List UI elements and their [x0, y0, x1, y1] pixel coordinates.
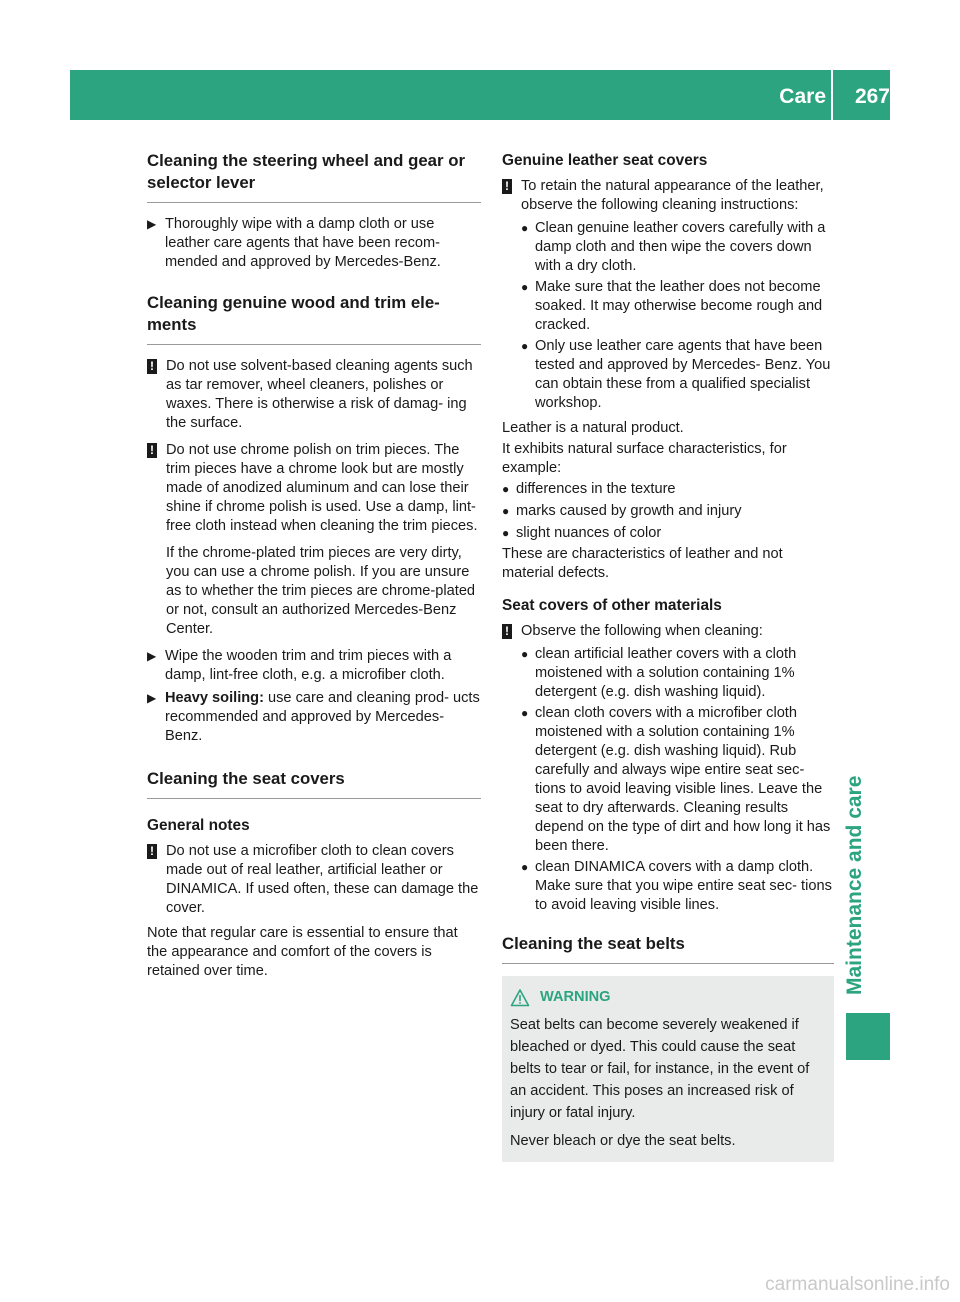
caution-icon: !	[147, 359, 157, 374]
step-arrow-icon: ▶	[147, 649, 157, 663]
warning-title-text: WARNING	[540, 989, 611, 1005]
bullet-icon: ●	[502, 526, 510, 540]
step-text-rest: use care and cleaning prod- ucts recommended and approved by Mercedes-Benz.	[165, 690, 480, 744]
right-column	[502, 150, 834, 1162]
list-item-text: Only use leather care agents that have been tested and approved by Mercedes- Benz. You can obtain these from a qualified specialist workshop.	[535, 338, 831, 411]
subheading-other-materials: Seat covers of other materials	[502, 597, 722, 614]
note-text: Do not use a microfiber cloth to clean covers made out of real leather, artificial leather or DINAMICA. If used often, these can damage the cover.	[166, 843, 479, 916]
caution-note	[502, 622, 834, 641]
section-title: Care	[779, 85, 826, 108]
bullet-icon: ●	[502, 482, 510, 496]
warning-triangle-icon	[510, 988, 530, 1008]
chapter-tab	[836, 745, 876, 995]
list-item	[502, 704, 834, 856]
body-text: Note that regular care is essential to ensure that the appearance and comfort of the covers is retained over time.	[147, 925, 458, 979]
step-item	[147, 647, 481, 685]
list-item-text: Make sure that the leather does not become soaked. It may otherwise become rough and cracked.	[535, 279, 823, 333]
step-text: Wipe the wooden trim and trim pieces with a damp, lint-free cloth, e.g. a microfiber cloth.	[165, 648, 452, 683]
heading-seat-covers: Cleaning the seat covers	[147, 768, 481, 799]
warning-title	[510, 988, 826, 1010]
step-item	[147, 215, 481, 272]
bullet-icon: ●	[521, 647, 529, 661]
body-text: Leather is a natural product.	[502, 420, 684, 436]
list-item	[502, 278, 834, 335]
chapter-tab-block	[846, 1013, 890, 1060]
bullet-icon: ●	[521, 706, 529, 720]
list-item	[502, 219, 834, 276]
warning-text: Never bleach or dye the seat belts.	[510, 1133, 736, 1149]
list-item-text: clean cloth covers with a microfiber cloth moistened with a solution containing 1% detergent (e.g. dish washing liquid). Rub carefully and always wipe entire seat sec- tions to avoid leaving visible lines. Leave the seat to dry afterwards. Cleaning results depend on the type of dirt and how long it has been there.	[535, 705, 831, 854]
chapter-tab-label: Maintenance and care	[843, 775, 866, 995]
caution-note	[147, 842, 481, 918]
note-text: If the chrome-plated trim pieces are very dirty, you can use a chrome polish. If you are unsure as to whether the trim pieces are chrome-plated or not, consult an authorized Mercedes-Benz Center.	[166, 545, 476, 637]
heading-seat-belts: Cleaning the seat belts	[502, 933, 834, 964]
caution-note	[147, 441, 481, 639]
list-item-text: clean DINAMICA covers with a damp cloth. Make sure that you wipe entire seat sec- tions to avoid leaving visible lines.	[535, 859, 832, 913]
step-text	[165, 689, 481, 746]
list-item-text: clean artificial leather covers with a cloth moistened with a solution containing 1% detergent (e.g. dish washing liquid).	[535, 646, 797, 700]
bullet-icon: ●	[502, 504, 510, 518]
list-item-text: slight nuances of color	[516, 525, 662, 541]
step-bold-lead: Heavy soiling:	[165, 690, 264, 706]
list-item	[502, 502, 834, 521]
subheading-general-notes: General notes	[147, 817, 250, 834]
note-text: Observe the following when cleaning:	[521, 623, 763, 639]
page-number: 267	[854, 85, 890, 108]
list-item-text: marks caused by growth and injury	[516, 503, 742, 519]
list-item-text: Clean genuine leather covers carefully with a damp cloth and then wipe the covers down with a dry cloth.	[535, 220, 826, 274]
body-text: It exhibits natural surface characteristics, for example:	[502, 441, 787, 476]
note-text: To retain the natural appearance of the leather, observe the following cleaning instructions:	[521, 178, 824, 213]
note-text: Do not use chrome polish on trim pieces. The trim pieces have a chrome look but are mostly made of anodized aluminum and can lose their shine if chrome polish is used. Use a damp, lint-free cloth instead when cleaning the trim pieces.	[166, 442, 478, 534]
bullet-icon: ●	[521, 221, 529, 235]
caution-icon: !	[147, 844, 157, 859]
note-text: Do not use solvent-based cleaning agents such as tar remover, wheel cleaners, polishes or waxes. There is otherwise a risk of damag- ing the surface.	[166, 358, 473, 431]
caution-note	[147, 357, 481, 433]
bullet-icon: ●	[521, 280, 529, 294]
caution-note	[502, 177, 834, 215]
warning-text: Seat belts can become severely weakened if bleached or dyed. This could cause the seat belts to tear or fail, for instance, in the event of an accident. This poses an increased risk of injury or fatal injury.	[510, 1017, 810, 1121]
list-item	[502, 337, 834, 413]
step-arrow-icon: ▶	[147, 217, 157, 231]
subheading-leather: Genuine leather seat covers	[502, 152, 708, 169]
warning-box	[502, 976, 834, 1162]
body-text: These are characteristics of leather and not material defects.	[502, 546, 783, 581]
list-item	[502, 524, 834, 543]
step-arrow-icon: ▶	[147, 691, 157, 705]
heading-steering-wheel: Cleaning the steering wheel and gear or selector lever	[147, 150, 481, 203]
caution-icon: !	[502, 179, 512, 194]
list-item	[502, 480, 834, 499]
heading-wood-trim: Cleaning genuine wood and trim ele- ments	[147, 292, 481, 345]
list-item	[502, 645, 834, 702]
bullet-icon: ●	[521, 860, 529, 874]
bullet-icon: ●	[521, 339, 529, 353]
step-text: Thoroughly wipe with a damp cloth or use leather care agents that have been recom- mended and approved by Mercedes-Benz.	[165, 216, 441, 270]
footer-url: carmanualsonline.info	[765, 1274, 950, 1295]
caution-icon: !	[502, 624, 512, 639]
list-item-text: differences in the texture	[516, 481, 676, 497]
list-item	[502, 858, 834, 915]
caution-icon: !	[147, 443, 157, 458]
left-column	[147, 150, 481, 981]
step-item	[147, 689, 481, 746]
